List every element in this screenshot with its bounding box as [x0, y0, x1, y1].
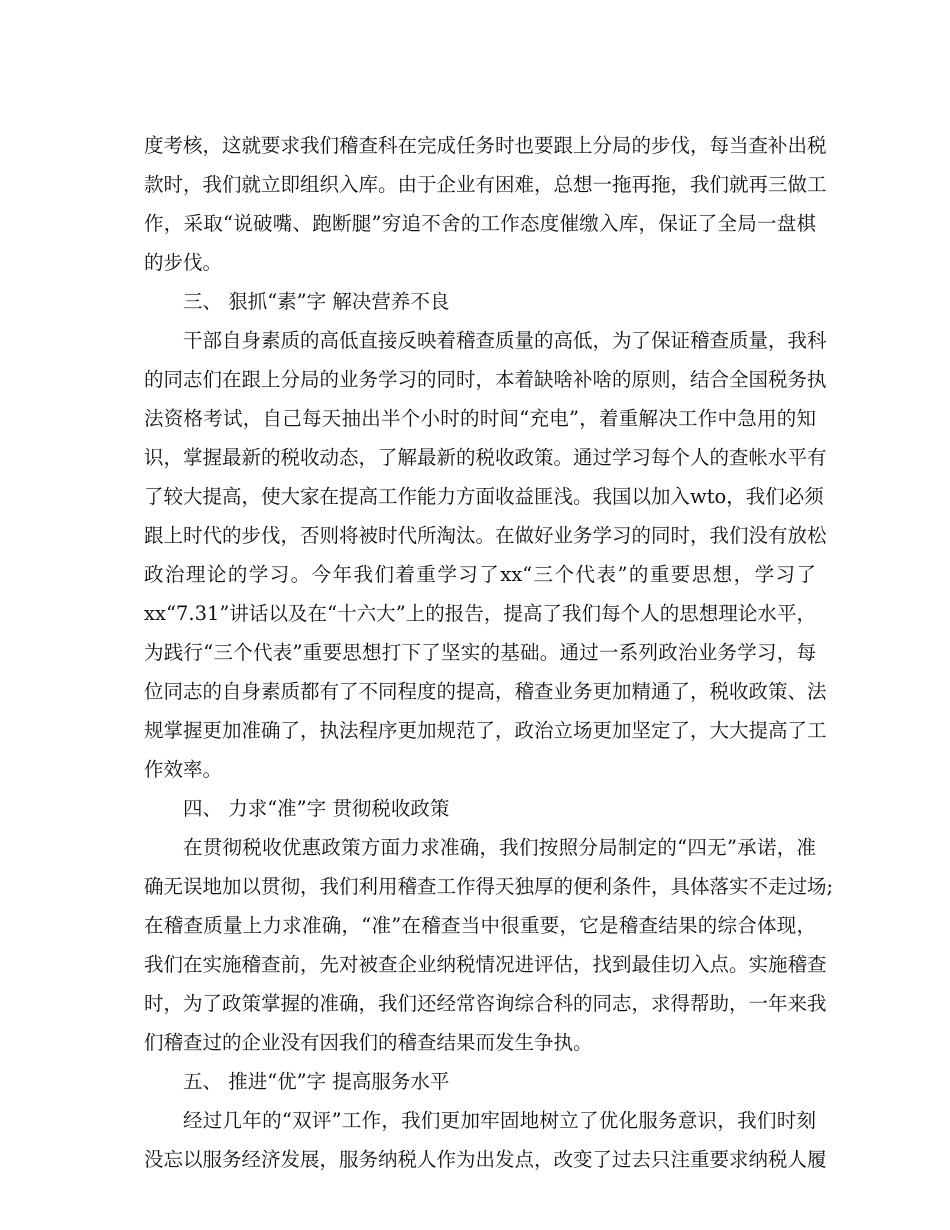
- document-body: [144, 126, 834, 1179]
- paragraph-line: 跟上时代的步伐，否则将被时代所淘汰。在做好业务学习的同时，我们没有放松: [144, 524, 827, 547]
- paragraph-line: 了较大提高，使大家在提高工作能力方面收益匪浅。我国以加入wto，我们必须: [144, 485, 824, 508]
- paragraph-line: 作，采取“说破嘴、跑断腿”穷追不舍的工作态度催缴入库，保证了全局一盘棋: [144, 212, 816, 235]
- paragraph-line: 在稽查质量上力求准确，“准”在稽查当中很重要，它是稽查结果的综合体现，: [144, 914, 816, 937]
- paragraph-line: 位同志的自身素质都有了不同程度的提高，稽查业务更加精通了，税收政策、法: [144, 680, 827, 703]
- paragraph-line: 的同志们在跟上分局的业务学习的同时，本着缺啥补啥的原则，结合全国税务执: [144, 368, 827, 391]
- paragraph-line: 时，为了政策掌握的准确，我们还经常咨询综合科的同志，求得帮助，一年来我: [144, 992, 827, 1015]
- paragraph-line: 经过几年的“双评”工作，我们更加牢固地树立了优化服务意识，我们时刻: [183, 1109, 816, 1132]
- paragraph-line: 法资格考试，自己每天抽出半个小时的时间“充电”，着重解决工作中急用的知: [144, 407, 816, 430]
- paragraph-line: 确无误地加以贯彻，我们利用稽查工作得天独厚的便利条件，具体落实不走过场;: [144, 875, 834, 898]
- paragraph-line: 没忘以服务经济发展，服务纳税人作为出发点，改变了过去只注重要求纳税人履: [144, 1148, 827, 1171]
- paragraph-line: 款时，我们就立即组织入库。由于企业有困难，总想一拖再拖，我们就再三做工: [144, 173, 827, 196]
- paragraph-line: xx“7.31”讲话以及在“十六大”上的报告，提高了我们每个人的思想理论水平，: [144, 602, 816, 625]
- paragraph-line: 为践行“三个代表”重要思想打下了坚实的基础。通过一系列政治业务学习，每: [144, 641, 816, 664]
- paragraph-line: 度考核，这就要求我们稽查科在完成任务时也要跟上分局的步伐，每当查补出税: [144, 134, 827, 157]
- paragraph-line: 在贯彻税收优惠政策方面力求准确，我们按照分局制定的“四无”承诺，准: [183, 836, 816, 859]
- paragraph-line: 识，掌握最新的税收动态，了解最新的税收政策。通过学习每个人的查帐水平有: [144, 446, 827, 469]
- section-heading: 五、 推进“优”字 提高服务水平: [183, 1070, 450, 1093]
- paragraph-line: 规掌握更加准确了，执法程序更加规范了，政治立场更加坚定了，大大提高了工: [144, 719, 827, 742]
- paragraph-line: 干部自身素质的高低直接反映着稽查质量的高低，为了保证稽查质量，我科: [183, 329, 827, 352]
- paragraph-line: 的步伐。: [144, 251, 223, 274]
- section-heading: 三、 狠抓“素”字 解决营养不良: [183, 290, 450, 313]
- section-heading: 四、 力求“准”字 贯彻税收政策: [183, 797, 450, 820]
- paragraph-line: 政治理论的学习。今年我们着重学习了xx“三个代表”的重要思想，学习了: [144, 563, 816, 586]
- paragraph-line: 我们在实施稽查前，先对被查企业纳税情况进评估，找到最佳切入点。实施稽查: [144, 953, 827, 976]
- paragraph-line: 作效率。: [144, 758, 223, 781]
- paragraph-line: 们稽查过的企业没有因我们的稽查结果而发生争执。: [144, 1031, 593, 1054]
